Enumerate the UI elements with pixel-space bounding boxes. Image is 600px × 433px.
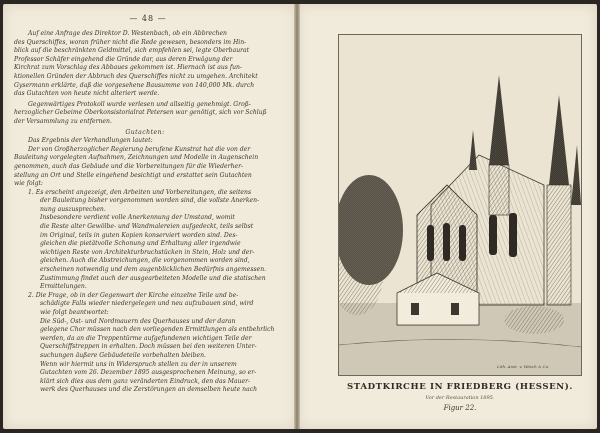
text-line: wichtigen Reste von Architekturbruchstücken in Stein, Holz und der- [40,248,255,256]
text-line: Gutachten: [125,128,165,136]
text-line: Wenn wir hiermit uns in Widerspruch stellen zu der in unserem [40,360,237,368]
text-line: nung auszusprechen. [40,205,106,213]
text-line: im Original, teils in guten Kopien konserviert worden sind. Des- [40,231,238,239]
text-line: Das Ergebnis der Verhandlungen lautet: [28,137,153,145]
text-line: wie folgt beantwortet: [40,309,109,316]
text-line: 1. Es erscheint angezeigt, den Arbeiten und Vorbereitungen, die seitens [28,188,252,196]
text-line: erscheinen notwendig und dem augenblicklichen Bedürfnis angemessen. [40,266,267,274]
text-line: gelegene Chor müssen nach den vorliegenden Ermittlungen als entbehrlich [40,326,275,334]
text-line: blick auf die beschränkten Geldmittel, sich empfehlen sei, legte Oberbaurat [14,47,250,55]
text-line: werk des Querhauses und die Zerstörungen an demselben heute nach [40,386,258,394]
artist-signature: Lith. Anst. v. Wäsch & Co. [497,364,550,369]
text-line: Bauleitung vorgelegten Aufnahmen, Zeichnungen und Modelle in Augenschein [14,154,259,162]
text-line: Gutachten vom 26. Dezember 1895 ausgesprochenen Meinung, so er- [40,369,257,377]
text-line: ktionellen Gründen der Abbruch des Querschiffes nicht zu umgehen. Architekt [14,72,258,80]
text-line: wie folgt: [14,180,43,188]
text-line: werden, da an die Treppentürme aufgefundenen wichtigen Teile der [40,334,252,342]
text-line: stellung an Ort und Stelle eingehend besichtigt und erstattet sein Gutachten [14,171,252,179]
engraving-image [339,35,581,375]
text-line: die Reste alter Gewölbe- und Wandmalereien aufgedeckt, teils selbst [40,223,254,231]
text-line: gleichen die pietätvolle Schonung und Erhaltung aller irgendwie [40,240,241,248]
text-line: Ermittelungen. [40,283,87,291]
book-gutter [294,4,300,429]
text-line: Kirchrat zum Vorschlag des Abbaues gekommen ist. Hiernach ist aus fun- [14,64,242,72]
text-line: suchungen äußere Gebäudeteile vorbehalten bleiben. [40,351,206,359]
text-line: Zustimmung findet auch der ausgearbeiteten Modelle und die statischen [40,274,266,282]
text-line: klärt sich dies aus dem ganz veränderten Eindruck, den das Mauer- [40,377,251,385]
text-line: Querschiffstreppen in erhalten. Doch müssen bei den weiteren Unter- [40,343,257,351]
text-line: das Gutachten von heute nicht alteriert werde. [14,90,160,98]
text-line: Gegenwärtiges Protokoll wurde verlesen und allseitig genehmigt. Groß- [28,100,251,108]
text-line: der Bauleitung bisher vorgenommen worden sind, die vollste Anerken- [40,197,260,205]
text-line: genommen, auch das Gebäude und die Vorbereitungen für die Wiederher- [14,162,244,170]
text-line: des Querschiffes, woran früher nicht die Rede gewesen, besonders im Hin- [14,38,247,46]
text-line: schädigte Falls wieder niedergelegen und neu aufzubauen sind, wird [40,300,254,308]
text-line: 2. Die Frage, ob in der Gegenwart der Kirche einzelne Teile und be- [28,291,239,299]
figure-number: Figur 22. [443,404,477,412]
figure-credit: Vor der Restauration 1895. [425,395,495,401]
text-line: Professor Schäfer eingehend die Gründe dar, aus deren Erwägung der [14,55,233,63]
text-line: Auf eine Anfrage des Direktor D. Westenbach, ob ein Abbrechen [28,30,227,37]
text-line: Gysermann erklärte, daß die vorgesehene Bausumme von 140,000 Mk. durch [14,81,255,89]
text-line: Die Süd-, Ost- und Nordmauern des Querhauses und der daran [40,317,236,325]
church-illustration [338,34,582,376]
figure-caption: STADTKIRCHE IN FRIEDBERG (HESSEN). [346,382,574,392]
text-line: Der von Großherzoglicher Regierung berufene Kunstrat hat die von der [28,145,251,153]
text-line: gleichen. Auch die Abstreichungen, die vorgenommen worden sind, [40,257,250,265]
text-line: herzoglicher Gebeime Oberkonsistorialrat Petersen war genötigt, sich vor Schluß [14,109,267,117]
body-text [14,30,276,395]
text-line: der Versammlung zu entfernen. [14,117,112,125]
page-number: — 48 — [129,14,167,23]
text-line: Insbesondere verdient volle Anerkennung der Umstand, womit [40,214,235,222]
